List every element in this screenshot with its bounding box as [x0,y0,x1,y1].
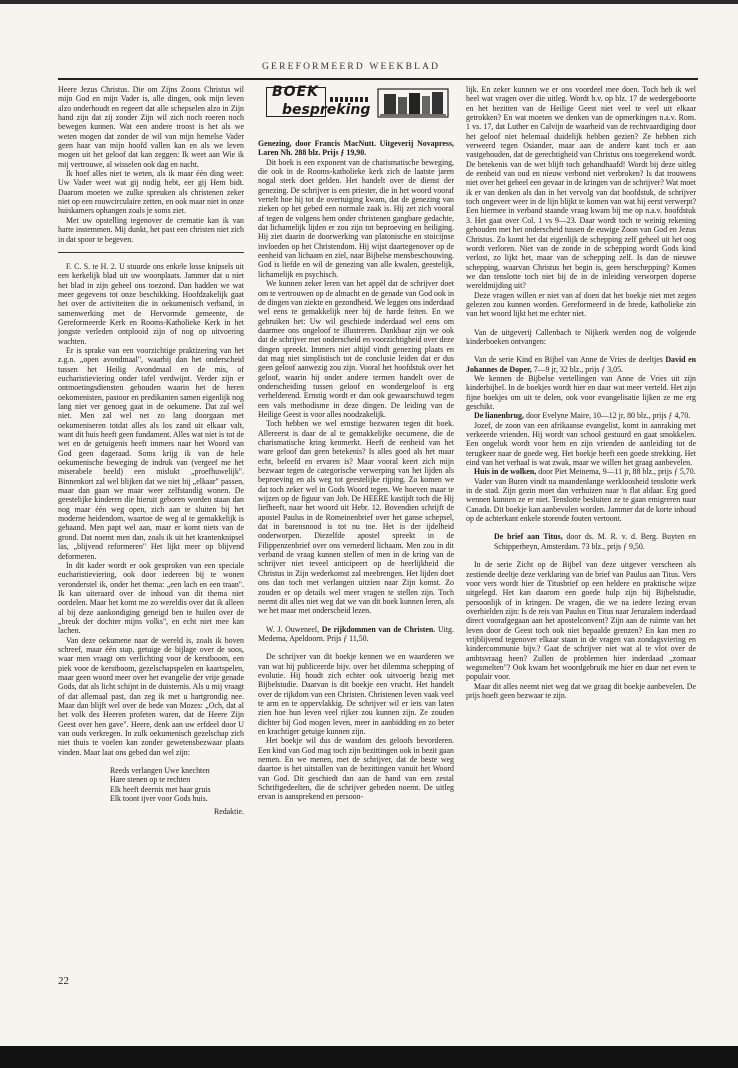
paragraph: Het boekje wil dus de wasdom des geloofs bevorderen. Een kind van God mag toch zijn bezittingen ook in bezit gaan nemen. En we menen, met de schrijver, dat de beste weg daartoe is het uitstallen van de bezittingen vanuit het Woord van God. Dit geschiedt dan aan de hand van een zestal Schriftgedeelten, die de schrijver gebeden noemt. De uitleg ervan is aansprekend en persoon- [258,736,454,802]
paragraph: We kunnen zeker leren van het appèl dat de schrijver doet om te vertrouwen op de almacht en de genade van God ook in de dingen van ziekte en gezondheid. We leggen ons inderdaad wel eens te gemakkelijk neer bij de harde feiten. En we gebruiken het: Uw wil geschiede inderdaad wel eens om daarmee ons ongeloof te illustreren. Dankbaar zijn we ook dat de schrijver met onderscheid en voorzichtigheid over deze dingen spreekt. Immers niet altijd vindt genezing plaats en dat mag niet simplistisch tot de conclusie leiden dat er dus geen geloof aanwezig zou zijn. Vooral het hoofdstuk over het geloof, waarin hij onder andere termen handelt over de onderscheiding tussen geloof en wondergeloof is erg verhelderend. Ernstig wordt er dan ook gewaarschuwd tegen een vals methodisme in deze dingen. De leiding van de Heilige Geest is voor alles noodzakelijk. [258,279,454,419]
book-entry: Huis in de wolken, door Piet Meinema, 9—11 jr, 88 blz., prijs ƒ 5,70. [474,467,696,477]
poem-line: Elk heeft deernis met haar gruis [110,784,211,794]
page-number: 22 [58,975,69,987]
paragraph: Er is sprake van een voorzichtige praktizering van het z.g.n. „open avondmaal", waarbij dan het onderscheid tussen het Heilig Avondmaal en de mis, of eucharistieviering onder tafel verdwijnt. Verder zijn er ontmoetingsdiensten gehouden waarin het de heren oekomenisten, pastoor en predikanten samen eigenlijk nog lang niet ver genoeg gaat in de oekumene. Dat zal wel niet. Men zal wel net zo lang doorgaan met oekumeniseren totdat alles als los zand uit elkaar valt, want dit huis heeft geen fundament. Alles wat niet is tot de wet en de getuigenis heeft immers naar het Woord van God geen dageraad. Soms krijg ik van de hele oekumenische beweging de indruk van (vergeef me het miserabele beeld) een mislukt „proefhuwelijk". Binnenkort zal wel blijken dat we niet bij „elkaar" passen, maar dan gaan we maar weer zelfstandig wonen. De geestelijke kinderen die hieruit geboren worden staan dan nog maar één weg open, zich aan te sluiten bij het moderne heidendom, waartoe de weg al te gemakkelijk is gebaand. Men papt wel aan, maar er komt niets van de grond. Dat noemt men dan, zoals ik uit het krantenknipsel las, „blijvend reformeren" Het lijkt meer op blijvend deformeren. [58,345,244,561]
divider [58,252,244,253]
paragraph: Toch hebben we wel ernstige bezwaren tegen dit boek. Allereerst is daar de al te gemakkelijke oecumene, die de charismatische kring kenmerkt. Heeft de eenheid van het ware geloof dan geen betekenis? Is alles goed als het maar echt, beleefd en ervaren is? Maar vooral keert zich mijn bezwaar tegen de categorische verwerping van het lijden als beproeving en als weg tot geestelijke rijping. Zo komen we dat toch zeker wel in Gods Woord tegen. We hoeven maar te wijzen op de figuur van Job. De HEERE kastijdt toch die Hij liefheeft, naar het woord uit Hebr. 12. Bovendien schrijft de apostel Paulus in de Romeinenbrief over het ganse schepsel, dat in barensnood is tot nu toe. Het is der ijdelheid onderworpen. Diezelfde apostel spreekt in de Filippenzenbrief over ons vernederd lichaam. Men zou in dit verband de vraag kunnen stellen of men in de kring van de schrijver niet teveel anticipeert op de heerlijkheid die Christus in Zijn wederkomst zal meebrengen. Het lijden doet ons dan toch met verlangen uitzien naar Zijn komst. Zo zouden er op details wel meer vragen te stellen zijn. Toch neemt dit alles niet weg dat we van dit boek kunnen leren, als we het maar met onderscheid lezen. [258,419,454,616]
paragraph: In de serie Zicht op de Bijbel van deze uitgever verscheen als zestiende deeltje deze verklaring van de brief van Paulus aan Titus. Vers voor vers wordt hier de Titusbrief op een heldere en praktische wijze uitgelegd. Het kan daarom een goede hulp zijn bij Bijbelstudie, persoonlijk of in kringen. De vragen, die we na iedere lezing ervan overhielden zijn: Is de reis van Paulus en Titus naar Jeruzalem inderdaad direct voorafgegaan aan het apostelconvent? Zijn aan de ruimte van het leven door de Geest toch ook niet bepaalde grenzen? En kan men zo vrijblijvend tegenover elkaar staan in de vragen van zondagsviering en kindercommunie bijv.? Gaat de schrijver niet wat al te vlot over de ambtsvraag heen? Zullen de problemen hier inderdaad „zomaar wegsmelten"? Ook kwam het woordgebruik me hier en daar net even te populair voor. [466,560,696,682]
paragraph: Dit boek is een exponent van de charismatische beweging, die ook in de Rooms-katholieke kerk zich de laatste jaren nogal sterk doet gelden. Het handelt over de dienst der genezing. De schrijver is een priester, die in het woord vooraf vertelt hoe hij tot de overtuiging kwam, dat de genezing van zieken op het gebed een normale zaak is. Hij zet zich vooral af tegen de volgens hem onder christenen gangbare gedachte, dat lichamelijk lijden er zou zijn tot beproeving en heiliging. Hij ziet daarin de doorwerking van platonische en stoicijnse invloeden op het Christendom. Hij wijst daartegenover op de eenheid van lichaam en ziel, naar Bijbelse mensbeschouwing. God is liefde en wil de genezing van alle kwalen, geestelijk, lichamelijk en psychisch. [258,157,454,279]
poem [110,766,244,803]
book-stack-icon [376,85,452,121]
header-rule [58,78,698,80]
page-top-edge [0,0,738,4]
poem-line: Hare stenen op te rechten [110,775,191,785]
signoff: Redaktie. [213,807,244,817]
paragraph: De schrijver van dit boekje kennen we en waarderen we van wat hij publiceerde bijv. over het dilemma schepping of evolutie. Hij houdt zich echter ook uitvoerig bezig met Bijbelstudie. Daarvan is dit boekje een vrucht. Het handelt over de rijkdom van een Christen. Christenen leven vaak veel te arm en te oppervlakkig. De schrijver wil er iets van laten zien hoe hun leven veel rijker zou kunnen zijn. Ze zouden dichter bij God mogen leven, meer in aanbidding en zo beter en krachtiger getuige kunnen zijn. [258,652,454,736]
paragraph: In dit kader wordt er ook gesproken van een speciale eucharistieviering, ook door iedereen bij te wonen veronderstel ik, onder het thema: „een lach en een traan". Ik kan uiteraard over de inhoud van dit thema niet oordelen. Maar het komt me zo wereldis over dat ik alleen al bij deze aankondiging geneigd ben te huilen over de „breuk der dochter mijns volks", en echt niet mee kan lachen. [58,560,244,636]
paragraph: Maar dit alles neemt niet weg dat we graag dit boekje aanbevelen. De prijs hoeft geen bezwaar te zijn. [466,681,696,700]
poem-line: Elk toont ijver voor Gods huis. [110,794,208,804]
banner-ornament [330,97,370,102]
paragraph: Vader van Buren vindt na maandenlange werkloosheid tenslotte werk in de stad. Zijn gezin moet dan verhuizen naar 'n flat aldaar. Erg goed wennen kunnen ze er niet. Tenslotte besluiten ze te gaan emigreren naar Canada. Dit boekje kan aanbevolen worden. Jammer dat de korte inhoud op de achterkant enkele storende fouten vertoont. [466,476,696,524]
banner-subtitle: bespreking [282,102,371,118]
column-right [466,85,696,965]
paragraph: Van de uitgeverij Callenbach te Nijkerk werden nog de volgende kinderboeken ontvangen: [466,327,696,346]
paragraph: Heere Jezus Christus. Die om Zijns Zoons Christus wil mijn God en mijn Vader is, alle dingen, ook mijn leven alzo onderhoudt en regeert dat alle schepselen alzo in Zijn hand zijn dat zij zonder Zijn wil zich noch roeren noch bewegen kunnen. Wat een andere troost is het als we weten mogen dat zonder de wil van mijn hemelse Vader geen haar van mijn hoofd vallen kan en als we leven mogen uit het geloof dat kan zeggen: Ik weet aan Wie ik mij vertrouwe, al wisselen ook dag en nacht. [58,85,244,169]
banner-title: BOEK [272,85,319,100]
column-left [58,85,244,955]
review-heading: Genezing, door Francis MacNutt. Uitgeverij Novapress, Laren Nh. 288 blz. Prijs ƒ 19,90. [258,139,454,158]
book-entry: De lianenbrug, door Evelyne Maire, 10—12 jr, 80 blz., prijs ƒ 4,70. [474,411,691,421]
column-middle [258,85,454,965]
paragraph: lijk. En zeker kunnen we er ons voordeel mee doen. Toch heb ik wel heel wat vragen over die uitleg. Wordt b.v. op blz. 17 de wedergeboorte en het bezitten van de Heilige Geest niet veel te veel uit elkaar getrokken? En wat moeten we denken van de opmerkingen n.a.v. Rom. 1 vs. 17, dat Luther en Calvijn de waarheid van de rechtvaardiging door het geloof niet helemaal duidelijk hebben gezien? Ze hebben zich verweerd tegen Osiander, maar aan de andere kant toch er aan vastgehouden, dat de gerechtigheid van Christus ons toegerekend wordt. De betekenis van de wet blijft toch gehandhaafd! Wordt bij deze uitleg de eenheid van oud en nieuw verbond niet verbroken? Is dat trouwens niet over het geheel een gevaar in de kringen van de schrijver? Wat moet ik er van denken als dan in het vervolg van dat hoofdstuk, de schrijver toch ongeveer weer in de lijn blijkt te komen van wat hij eerst verwerpt? Een hiermee in verband staande vraag kwam bij me op n.a.v. hoofdstuk 3. Het gaat over Col. 1 vs 9—23. Daar wordt toch te weinig rekening gehouden met het onderscheid tussen de euwige Zoon van God en Jezus Christus. Zo komt het dat eigenlijk de schepping zelf geheel uit het oog wordt verloren. Niet van de zonde in de schepping wordt Gods kind verlost, zo lijkt het, maar van de schepping zelf. Is dan de nieuwe schepping, waarvan Christus het begin is, geen herschepping? Komen we dan tenslotte toch niet bij de in de inleiding verworpen doperse wereldmijding uit? [466,85,696,291]
paragraph: We kennen de Bijbelse vertellingen van Anne de Vries uit zijn kinderbijbel. In de boekjes wordt hier en daar wat meer verteld. Het zijn fijne boekjes om uit te delen, ook voor evangelisatie lijken ze me erg geschikt. [466,373,696,411]
paragraph: Ik hoef alles niet te weten, als ik maar één ding weet: Uw Vader weet wat gij nodig hebt, eer gij Hem bidt. Daarom moeten we zulke spreuken als christenen zeker niet op een rouwcirculaire zetten, en ook maar niet in onze huiskamers ophangen zoals je soms ziet. [58,169,244,216]
review-heading: De brief aan Titus, door ds. M. R. v. d. Berg. Buyten en Schipperheyn, Amsterdam. 73 blz., prijs ƒ 9,50. [494,532,696,551]
paragraph: Met uw opstelling tegenover de crematie kan ik van harte instemmen. Mij dunkt, het past een christen niet zich in dat spoor te begeven. [58,215,244,244]
paragraph: F. C. S. te H. 2. U stuurde ons enkele losse knipsels uit een kerkelijk blad uit uw woonplaats. Jammer dat u niet het blad in zijn geheel ons toezond. Dan hadden we wat meer gegevens tot onze beschikking. Hoofdzakelijk gaat het over de activiteiten die in oekumenisch verband, in samenwerking met de Hervormde gemeente, de Gereformeerde Kerk en Rooms-Katholieke Kerk in het jongste verleden ontplooid zijn of nog op uitvoering wachten. [58,261,244,346]
book-review-banner [258,85,454,131]
poem-line: Reeds verlangen Uwe knechten [110,766,210,776]
book-entry: Van de serie Kind en Bijbel van Anne de Vries de deeltjes David en Johannes de Doper, 7—9 jr, 32 blz., prijs ƒ 3,05. [466,355,696,374]
paragraph: Jozef, de zoon van een afrikaanse evangelist, komt in aanraking met verkeerde vrienden. Hij wordt van school gestuurd en gaat smokkelen. Een ongeluk wordt voor hem en zijn vrienden de aanleiding tot de terugkeer naar de goede weg. Het boekje heeft een goede strekking. Het eind van het verhaal is wat zwak, maar we willen het graag aanbevelen. [466,420,696,468]
page-bottom-edge [0,1046,738,1068]
paragraph: Van deze oekumene naar de wereld is, zoals ik boven schreef, maar één stap, getuige de bijlage over de soos, waar men vraagt om verlichting voor de kerstboom, een piek voor de kerstboom, gezelschapspelen en kaartspelen, maar geen woord meer over het evangelie der vrije genade Gods, dat als licht schijnt in de duisternis. Als u mij vraagt of dat allemaal past, dan zeg ik met u hartgrondig nee. Maar dan blijft wel over de bede van Mozes: „Och, dat al het volk des Heeren profeten waren, dat de Heere Zijn Geest over hen gave". Heere, denk aan uw erfdeel door U van ouds verkregen. In zulk oekumenisch gezelschap zich niet thuis te voelen kan zonder gewetensbezwaar plaats vinden. Maar laat ons gebed dan wel zijn: [58,635,244,757]
masthead: GEREFORMEERD WEEKBLAD [262,62,441,72]
paragraph: Deze vragen willen er niet van af doen dat het boekje niet met zegen gelezen zou kunnen worden. Gereformeerd in de brede, katholieke zin van het woord lijkt het me echter niet. [466,290,696,319]
review-heading: W. J. Ouweneel, De rijkdommen van de Christen. Uitg. Medema, Apeldoorn. Prijs ƒ 11,50. [258,624,454,643]
